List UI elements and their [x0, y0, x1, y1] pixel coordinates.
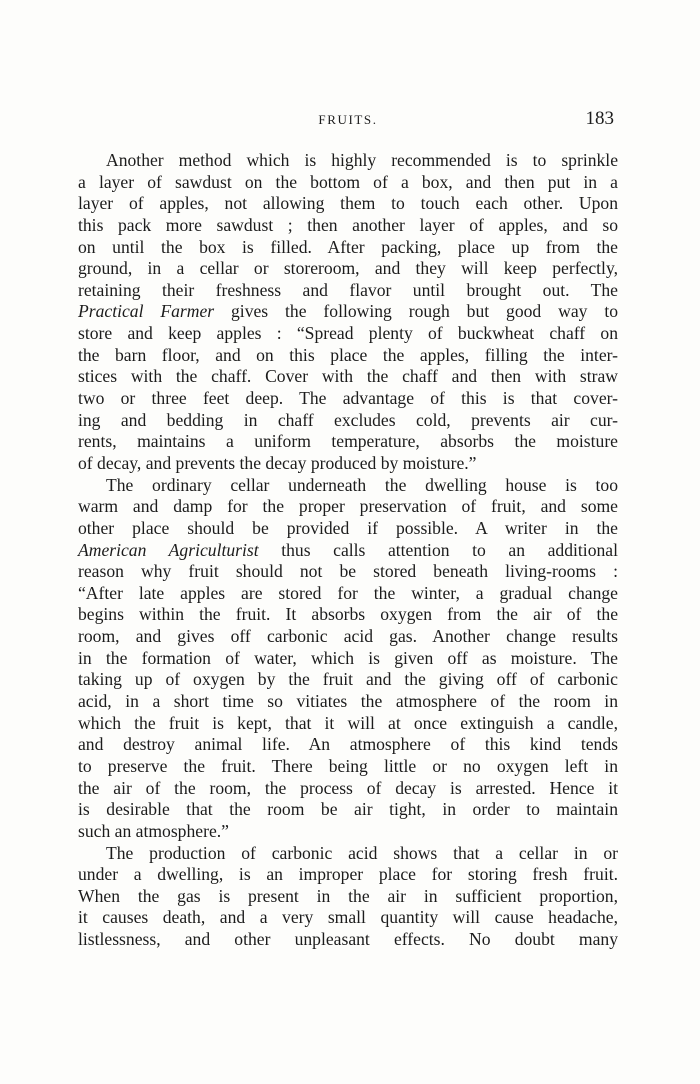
text-line	[78, 864, 618, 886]
text-run: which the fruit is kept, that it will at once extinguish a candle,	[78, 712, 618, 733]
text-run: taking up of oxygen by the fruit and the giving off of carbonic	[78, 669, 618, 690]
text-line	[78, 540, 618, 562]
text-line	[78, 301, 618, 323]
text-run: Another method which is highly recommended is to sprinkle	[106, 150, 618, 170]
text-run: “After late apples are stored for the winter, a gradual change	[78, 582, 618, 603]
text-run: ing and bedding in chaff excludes cold, prevents air cur-	[78, 409, 618, 430]
text-run: other place should be provided if possible. A writer in the	[78, 517, 618, 538]
text-line	[78, 843, 618, 865]
text-run: under a dwelling, is an improper place for storing fresh fruit.	[78, 864, 618, 885]
text-run: a layer of sawdust on the bottom of a box, and then put in a	[78, 171, 618, 192]
text-run: this pack more sawdust ; then another layer of apples, and so	[78, 214, 618, 235]
text-line	[78, 475, 618, 497]
text-run: The ordinary cellar underneath the dwelling house is too	[106, 474, 618, 495]
text-run: gives the following rough but good way to	[214, 301, 619, 322]
text-line	[78, 280, 618, 302]
text-line	[78, 431, 618, 453]
text-run: it causes death, and a very small quantity will cause headache,	[78, 907, 618, 928]
page-number: 183	[585, 108, 614, 129]
paragraph	[78, 150, 618, 475]
text-run: stices with the chaff. Cover with the chaff and then with straw	[78, 366, 618, 387]
text-run: on until the box is filled. After packing, place up from the	[78, 236, 618, 257]
running-head: FRUITS.	[318, 112, 378, 127]
text-line	[78, 778, 618, 800]
text-line	[78, 886, 618, 908]
text-run: thus calls attention to an additional	[258, 539, 618, 560]
text-line	[78, 713, 618, 735]
text-line	[78, 561, 618, 583]
text-line	[78, 799, 618, 821]
text-run: store and keep apples : “Spread plenty of buckwheat chaff on	[78, 323, 618, 344]
text-line	[78, 215, 618, 237]
page-header	[78, 108, 618, 132]
text-line	[78, 172, 618, 194]
text-line	[78, 756, 618, 778]
text-line	[78, 237, 618, 259]
text-line	[78, 583, 618, 605]
text-line	[78, 821, 618, 843]
text-run: ground, in a cellar or storeroom, and they will keep perfectly,	[78, 258, 618, 279]
text-line	[78, 150, 618, 172]
text-line	[78, 410, 618, 432]
text-line	[78, 453, 618, 475]
text-run: rents, maintains a uniform temperature, absorbs the moisture	[78, 431, 618, 452]
text-run: of decay, and prevents the decay produced by moisture.”	[78, 452, 477, 473]
paragraph	[78, 475, 618, 843]
italic-title: American Agriculturist	[78, 539, 259, 560]
text-run: is desirable that the room be air tight, in order to maintain	[78, 799, 618, 820]
text-line	[78, 929, 618, 951]
text-run: the barn floor, and on this place the apples, filling the inter-	[78, 344, 618, 365]
text-run: warm and damp for the proper preservation of fruit, and some	[78, 496, 618, 517]
text-line	[78, 648, 618, 670]
text-line	[78, 669, 618, 691]
text-line	[78, 388, 618, 410]
text-run: When the gas is present in the air in sufficient proportion,	[78, 885, 618, 906]
text-run: layer of apples, not allowing them to touch each other. Upon	[78, 193, 618, 214]
text-run: retaining their freshness and flavor until brought out. The	[78, 279, 618, 300]
text-line	[78, 691, 618, 713]
text-line	[78, 366, 618, 388]
text-run: The production of carbonic acid shows that a cellar in or	[106, 842, 618, 863]
text-run: to preserve the fruit. There being little or no oxygen left in	[78, 755, 618, 776]
text-line	[78, 734, 618, 756]
text-run: such an atmosphere.”	[78, 820, 229, 841]
paragraph	[78, 843, 618, 951]
text-run: in the formation of water, which is given off as moisture. The	[78, 647, 618, 668]
text-line	[78, 907, 618, 929]
body-text	[78, 150, 618, 951]
text-line	[78, 345, 618, 367]
text-run: begins within the fruit. It absorbs oxygen from the air of the	[78, 604, 618, 625]
text-run: the air of the room, the process of decay is arrested. Hence it	[78, 777, 618, 798]
text-line	[78, 323, 618, 345]
italic-title: Practical Farmer	[78, 301, 215, 322]
text-run: and destroy animal life. An atmosphere of this kind tends	[78, 734, 618, 755]
text-line	[78, 626, 618, 648]
text-line	[78, 604, 618, 626]
text-run: room, and gives off carbonic acid gas. Another change results	[78, 626, 618, 647]
text-line	[78, 518, 618, 540]
text-run: reason why fruit should not be stored beneath living-rooms :	[78, 561, 618, 582]
text-line	[78, 193, 618, 215]
text-run: two or three feet deep. The advantage of this is that cover-	[78, 388, 618, 409]
text-line	[78, 258, 618, 280]
text-line	[78, 496, 618, 518]
text-run: listlessness, and other unpleasant effects. No doubt many	[78, 929, 618, 950]
text-run: acid, in a short time so vitiates the atmosphere of the room in	[78, 691, 618, 712]
